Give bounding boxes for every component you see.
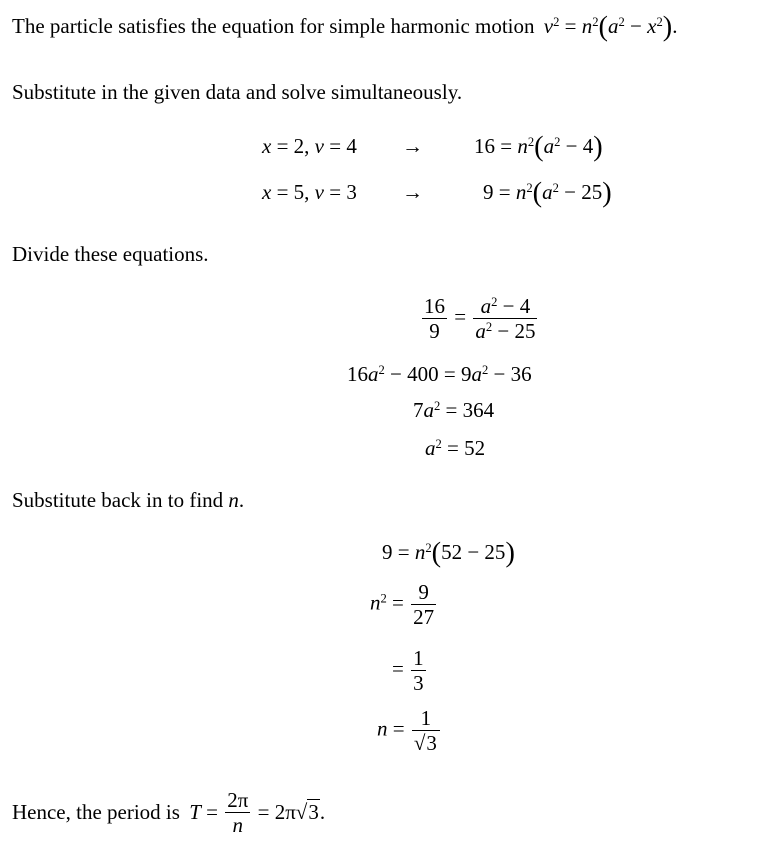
solve-n-line-3: = $\frac{1}{3}$ <box>392 646 424 696</box>
intro-paragraph <box>12 11 678 43</box>
hence-paragraph: Hence, the period is T = $\frac{2\pi}{n}$ = 2π√3. <box>12 788 326 838</box>
condition: x = 2, v = 4 <box>262 134 357 158</box>
fraction: $\frac{a^2 - 4}{a^2 - 25}$ <box>475 294 536 344</box>
data-row <box>262 131 674 163</box>
fraction: $\frac{16}{9}$ <box>424 294 445 344</box>
division-fraction-equation: $\frac{16}{9}$ = $\frac{a^2 - 4}{a^2 - 25}$ <box>424 294 536 344</box>
fraction: $\frac{9}{27}$ <box>413 580 435 630</box>
solve-n-line-4: n = $\frac{1}{√3}$ <box>377 706 442 755</box>
division-step-3: $7a^2 = 364$ <box>413 398 495 422</box>
solve-n-line-2: $n^2$ = $\frac{9}{27}$ <box>370 580 435 630</box>
fraction: $\frac{1}{√3}$ <box>412 706 440 755</box>
condition: x = 5, v = 3 <box>262 180 357 204</box>
equation: $9 = n^2(a^2 - 25)$ <box>483 177 612 209</box>
equation: $16 = n^2(a^2 - 4)$ <box>474 131 603 163</box>
solve-n-line-1: $9 = n^2(52 - 25)$ <box>382 537 515 569</box>
substitute-paragraph: Substitute in the given data and solve simultaneously. <box>12 80 463 104</box>
division-step-2: $16a^2 - 400 = 9a^2 - 36$ <box>347 362 532 386</box>
intro-text: The particle satisfies the equation for simple harmonic motion <box>12 14 535 38</box>
arrow-icon: → <box>402 180 423 204</box>
data-row <box>262 177 683 209</box>
sqrt-symbol: √3 <box>295 800 319 825</box>
divide-paragraph: Divide these equations. <box>12 242 209 266</box>
fraction: $\frac{2\pi}{n}$ <box>227 788 249 838</box>
shm-equation: $v^2 = n^2(a^2 - x^2)$. <box>543 11 678 43</box>
back-paragraph: Substitute back in to find n. <box>12 488 245 512</box>
fraction: $\frac{1}{3}$ <box>413 646 424 696</box>
arrow-icon: → <box>402 134 423 158</box>
sqrt-symbol: √3 <box>413 731 437 756</box>
division-step-4: $a^2 = 52$ <box>425 436 486 460</box>
